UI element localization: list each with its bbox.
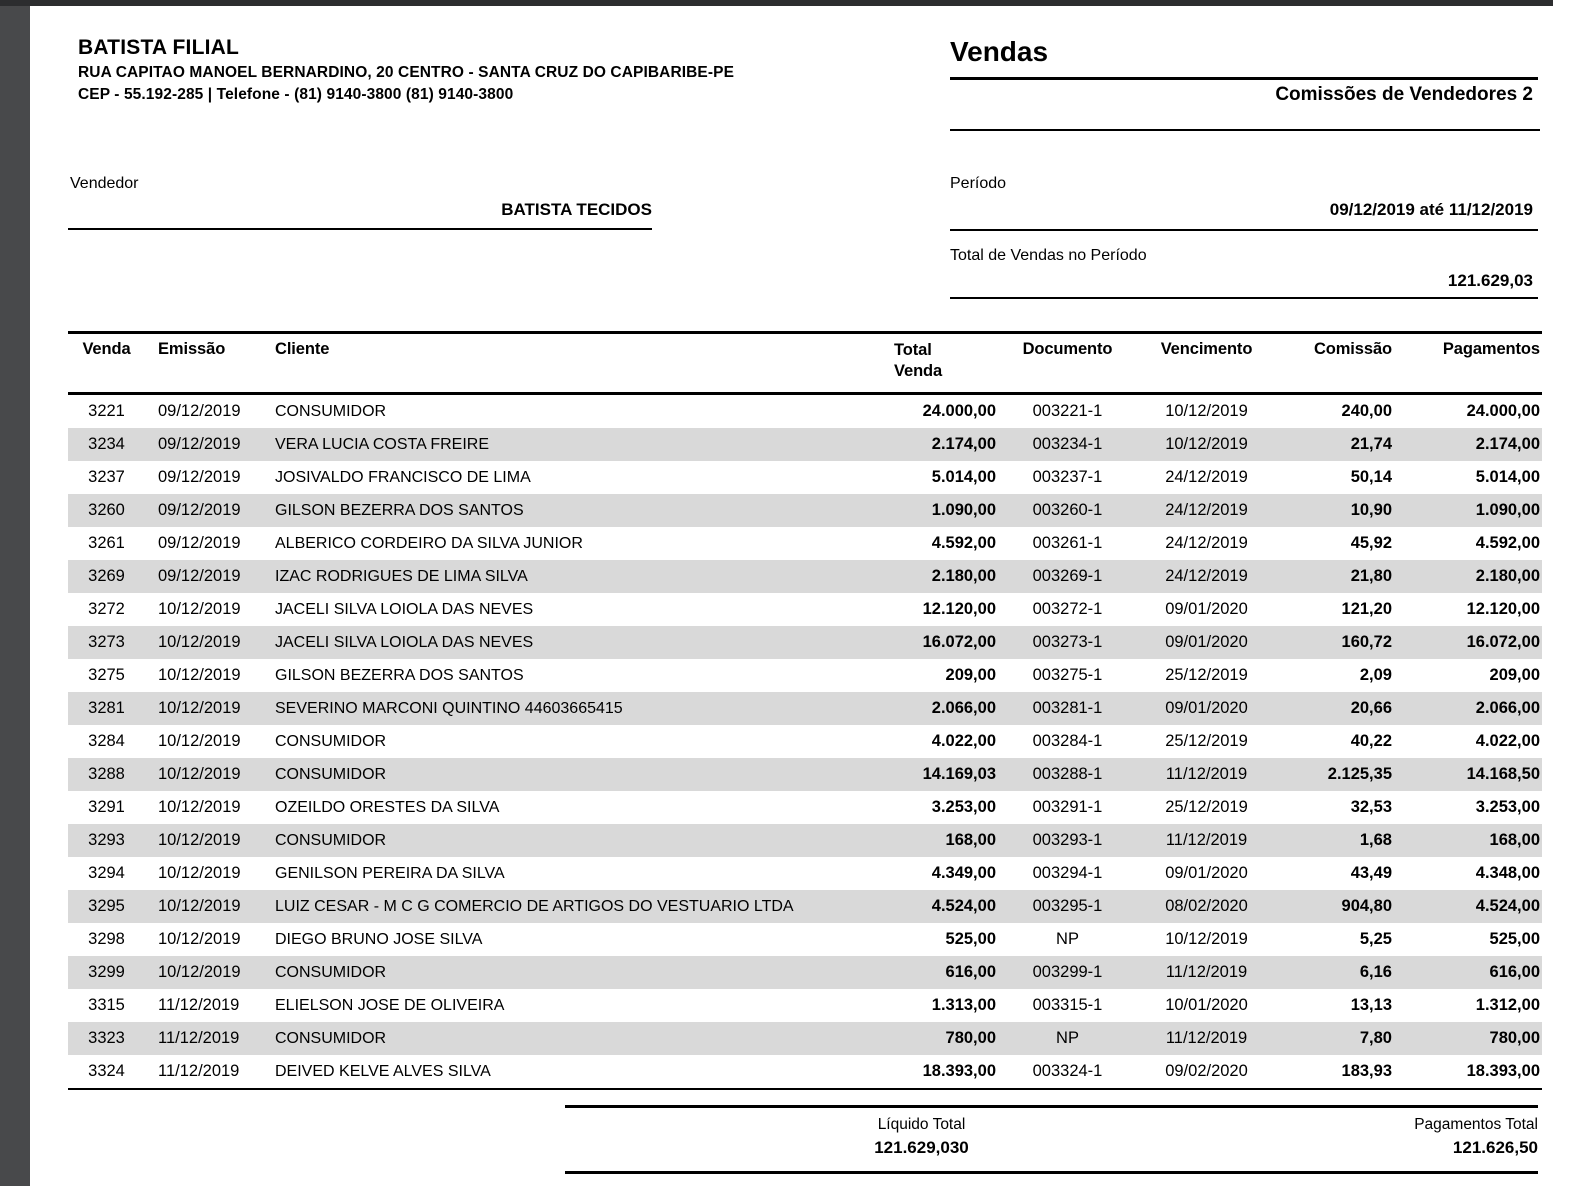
cell-pagamentos: 209,00: [1489, 666, 1540, 684]
cell-comissao: 50,14: [1350, 468, 1392, 486]
cell-venda: 3273: [88, 633, 125, 651]
cell-venda: 3237: [88, 468, 125, 486]
cell-venda: 3299: [88, 963, 125, 981]
cell-vencimento: 24/12/2019: [1165, 567, 1248, 585]
cell-vencimento: 10/12/2019: [1165, 402, 1248, 420]
cell-total-venda: 209,00: [945, 666, 996, 684]
cell-cliente: JOSIVALDO FRANCISCO DE LIMA: [275, 469, 531, 486]
cell-emissao: 11/12/2019: [158, 996, 240, 1014]
cell-vencimento: 24/12/2019: [1165, 534, 1248, 552]
cell-documento: 003284-1: [1032, 732, 1103, 750]
header-cliente: Cliente: [262, 333, 860, 394]
cell-emissao: 10/12/2019: [158, 600, 241, 618]
liquido-total-value: 121.629,030: [874, 1138, 969, 1157]
cell-emissao: 10/12/2019: [158, 963, 241, 981]
total-vendas-label: Total de Vendas no Período: [950, 247, 1147, 264]
cell-venda: 3281: [88, 699, 125, 717]
cell-vencimento: 24/12/2019: [1165, 501, 1248, 519]
cell-documento: NP: [1056, 1029, 1079, 1047]
cell-total-venda: 12.120,00: [922, 600, 996, 618]
report-title: Vendas: [950, 36, 1049, 67]
cell-documento: 003273-1: [1032, 633, 1103, 651]
cell-comissao: 45,92: [1350, 534, 1392, 552]
cell-pagamentos: 525,00: [1489, 930, 1540, 948]
report-subtitle: Comissões de Vendedores 2: [1275, 84, 1533, 105]
cell-emissao: 09/12/2019: [158, 567, 241, 585]
cell-vencimento: 24/12/2019: [1165, 468, 1248, 486]
title-underline: [950, 77, 1538, 80]
cell-documento: 003295-1: [1032, 897, 1103, 915]
cell-comissao: 21,74: [1350, 435, 1392, 453]
cell-cliente: GILSON BEZERRA DOS SANTOS: [275, 502, 524, 519]
cell-documento: 003324-1: [1032, 1062, 1103, 1080]
cell-comissao: 240,00: [1341, 402, 1392, 420]
header-vencimento: Vencimento: [1135, 333, 1278, 394]
cell-comissao: 32,53: [1350, 798, 1392, 816]
cell-emissao: 10/12/2019: [158, 831, 241, 849]
cell-documento: 003288-1: [1032, 765, 1103, 783]
cell-cliente: GENILSON PEREIRA DA SILVA: [275, 865, 505, 882]
table-row: [68, 394, 1542, 429]
cell-pagamentos: 12.120,00: [1466, 600, 1540, 618]
periodo-label: Período: [950, 175, 1007, 192]
cell-emissao: 10/12/2019: [158, 798, 241, 816]
cell-pagamentos: 1.312,00: [1475, 996, 1540, 1014]
cell-total-venda: 18.393,00: [922, 1062, 996, 1080]
cell-cliente: OZEILDO ORESTES DA SILVA: [275, 799, 500, 816]
cell-vencimento: 25/12/2019: [1165, 732, 1248, 750]
cell-pagamentos: 5.014,00: [1475, 468, 1540, 486]
cell-documento: 003294-1: [1032, 864, 1103, 882]
cell-cliente: ALBERICO CORDEIRO DA SILVA JUNIOR: [275, 535, 583, 552]
subtitle-underline: [950, 129, 1540, 131]
cell-emissao: 10/12/2019: [158, 897, 241, 915]
table-row: [68, 956, 1542, 989]
cell-cliente: DIEGO BRUNO JOSE SILVA: [275, 931, 483, 948]
header-total-line1: Total: [894, 341, 932, 359]
cell-comissao: 6,16: [1359, 963, 1392, 981]
periodo-underline: [950, 229, 1538, 231]
cell-total-venda: 168,00: [945, 831, 996, 849]
cell-documento: 003293-1: [1032, 831, 1103, 849]
cell-emissao: 09/12/2019: [158, 501, 241, 519]
cell-comissao: 40,22: [1350, 732, 1392, 750]
company-header: [78, 36, 938, 104]
cell-vencimento: 11/12/2019: [1165, 1029, 1248, 1047]
cell-total-venda: 2.180,00: [931, 567, 996, 585]
cell-comissao: 21,80: [1350, 567, 1392, 585]
cell-cliente: CONSUMIDOR: [275, 403, 387, 420]
cell-vencimento: 11/12/2019: [1165, 963, 1248, 981]
cell-cliente: GILSON BEZERRA DOS SANTOS: [275, 667, 524, 684]
cell-vencimento: 10/12/2019: [1165, 435, 1248, 453]
cell-emissao: 10/12/2019: [158, 633, 241, 651]
cell-vencimento: 09/01/2020: [1165, 864, 1248, 882]
table-row: [68, 824, 1542, 857]
cell-vencimento: 11/12/2019: [1165, 765, 1248, 783]
company-name: BATISTA FILIAL: [78, 36, 240, 59]
cell-venda: 3323: [88, 1029, 125, 1047]
cell-pagamentos: 2.066,00: [1475, 699, 1540, 717]
cell-venda: 3269: [88, 567, 125, 585]
cell-comissao: 904,80: [1341, 897, 1392, 915]
cell-comissao: 7,80: [1359, 1029, 1392, 1047]
cell-cliente: LUIZ CESAR - M C G COMERCIO DE ARTIGOS DO VESTUARIO LTDA: [275, 898, 794, 915]
table-row: [68, 890, 1542, 923]
cell-emissao: 09/12/2019: [158, 402, 241, 420]
cell-total-venda: 3.253,00: [931, 798, 996, 816]
cell-emissao: 10/12/2019: [158, 864, 241, 882]
cell-pagamentos: 4.348,00: [1475, 864, 1540, 882]
cell-cliente: SEVERINO MARCONI QUINTINO 44603665415: [275, 700, 623, 717]
table-row: [68, 725, 1542, 758]
cell-venda: 3284: [88, 732, 125, 750]
table-row: [68, 791, 1542, 824]
cell-total-venda: 2.066,00: [931, 699, 996, 717]
periodo-value: 09/12/2019 até 11/12/2019: [1329, 200, 1533, 219]
cell-documento: 003281-1: [1032, 699, 1103, 717]
cell-comissao: 5,25: [1359, 930, 1392, 948]
cell-pagamentos: 16.072,00: [1466, 633, 1540, 651]
sales-table: [68, 331, 1542, 1090]
cell-emissao: 10/12/2019: [158, 765, 241, 783]
cell-vencimento: 09/01/2020: [1165, 699, 1248, 717]
cell-documento: 003237-1: [1032, 468, 1103, 486]
cell-cliente: IZAC RODRIGUES DE LIMA SILVA: [275, 568, 528, 585]
cell-comissao: 183,93: [1341, 1062, 1392, 1080]
cell-total-venda: 24.000,00: [922, 402, 996, 420]
cell-comissao: 160,72: [1341, 633, 1392, 651]
table-row: [68, 989, 1542, 1022]
sales-table-header: [68, 333, 1542, 394]
cell-venda: 3272: [88, 600, 125, 618]
table-row: [68, 1022, 1542, 1055]
cell-vencimento: 09/01/2020: [1165, 600, 1248, 618]
cell-vencimento: 08/02/2020: [1165, 897, 1248, 915]
cell-documento: 003299-1: [1032, 963, 1103, 981]
cell-venda: 3295: [88, 897, 125, 915]
table-row: [68, 857, 1542, 890]
cell-comissao: 13,13: [1350, 996, 1392, 1014]
cell-venda: 3261: [88, 534, 125, 552]
cell-total-venda: 1.313,00: [931, 996, 996, 1014]
cell-pagamentos: 1.090,00: [1475, 501, 1540, 519]
cell-comissao: 2.125,35: [1327, 765, 1392, 783]
cell-comissao: 10,90: [1350, 501, 1392, 519]
cell-pagamentos: 780,00: [1489, 1029, 1540, 1047]
cell-cliente: CONSUMIDOR: [275, 832, 387, 849]
cell-vencimento: 10/01/2020: [1165, 996, 1248, 1014]
cell-emissao: 11/12/2019: [158, 1062, 240, 1080]
cell-venda: 3221: [88, 402, 125, 420]
cell-pagamentos: 4.524,00: [1475, 897, 1540, 915]
cell-total-venda: 14.169,03: [922, 765, 996, 783]
cell-cliente: CONSUMIDOR: [275, 733, 387, 750]
cell-documento: 003275-1: [1032, 666, 1103, 684]
cell-venda: 3294: [88, 864, 125, 882]
table-row: [68, 593, 1542, 626]
cell-emissao: 09/12/2019: [158, 468, 241, 486]
cell-total-venda: 2.174,00: [931, 435, 996, 453]
cell-emissao: 10/12/2019: [158, 699, 241, 717]
cell-comissao: 121,20: [1341, 600, 1392, 618]
header-pagamentos: Pagamentos: [1395, 333, 1542, 394]
cell-venda: 3234: [88, 435, 125, 453]
cell-venda: 3275: [88, 666, 125, 684]
cell-pagamentos: 24.000,00: [1466, 402, 1540, 420]
cell-emissao: 09/12/2019: [158, 534, 241, 552]
cell-comissao: 20,66: [1350, 699, 1392, 717]
cell-comissao: 43,49: [1350, 864, 1392, 882]
cell-venda: 3291: [88, 798, 125, 816]
vendedor-underline: [68, 228, 652, 230]
cell-cliente: JACELI SILVA LOIOLA DAS NEVES: [275, 634, 534, 651]
cell-cliente: DEIVED KELVE ALVES SILVA: [275, 1063, 491, 1080]
cell-emissao: 09/12/2019: [158, 435, 241, 453]
table-row: [68, 527, 1542, 560]
table-row: [68, 1055, 1542, 1089]
viewer-top-edge: [0, 0, 1553, 6]
cell-comissao: 1,68: [1359, 831, 1392, 849]
cell-total-venda: 4.349,00: [931, 864, 996, 882]
totals-footer: [565, 1105, 1538, 1174]
header-total-venda: [860, 333, 1000, 394]
cell-emissao: 10/12/2019: [158, 666, 241, 684]
cell-vencimento: 09/02/2020: [1165, 1062, 1248, 1080]
cell-emissao: 10/12/2019: [158, 930, 241, 948]
cell-documento: 003269-1: [1032, 567, 1103, 585]
header-venda: Venda: [68, 333, 145, 394]
header-total-line2: Venda: [894, 362, 943, 380]
cell-vencimento: 09/01/2020: [1165, 633, 1248, 651]
cell-total-venda: 4.592,00: [931, 534, 996, 552]
cell-pagamentos: 168,00: [1489, 831, 1540, 849]
cell-emissao: 10/12/2019: [158, 732, 241, 750]
cell-total-venda: 780,00: [945, 1029, 996, 1047]
cell-comissao: 2,09: [1359, 666, 1392, 684]
cell-venda: 3315: [88, 996, 125, 1014]
cell-cliente: ELIELSON JOSE DE OLIVEIRA: [275, 997, 505, 1014]
cell-documento: 003221-1: [1032, 402, 1103, 420]
cell-venda: 3298: [88, 930, 125, 948]
cell-venda: 3293: [88, 831, 125, 849]
cell-total-venda: 16.072,00: [922, 633, 996, 651]
total-vendas-underline: [950, 297, 1538, 299]
vendedor-label: Vendedor: [70, 175, 139, 192]
liquido-total-label: Líquido Total: [877, 1116, 966, 1133]
company-contact: CEP - 55.192-285 | Telefone - (81) 9140-3800 (81) 9140-3800: [78, 86, 514, 103]
cell-cliente: VERA LUCIA COSTA FREIRE: [275, 436, 489, 453]
table-row: [68, 560, 1542, 593]
cell-documento: 003234-1: [1032, 435, 1103, 453]
table-row: [68, 659, 1542, 692]
cell-total-venda: 1.090,00: [931, 501, 996, 519]
cell-total-venda: 525,00: [945, 930, 996, 948]
cell-pagamentos: 3.253,00: [1475, 798, 1540, 816]
sales-table-body: [68, 394, 1542, 1090]
cell-cliente: CONSUMIDOR: [275, 1030, 387, 1047]
cell-venda: 3324: [88, 1062, 125, 1080]
table-row: [68, 461, 1542, 494]
table-row: [68, 494, 1542, 527]
cell-total-venda: 4.022,00: [931, 732, 996, 750]
cell-total-venda: 4.524,00: [931, 897, 996, 915]
cell-total-venda: 5.014,00: [931, 468, 996, 486]
cell-documento: 003261-1: [1032, 534, 1103, 552]
cell-vencimento: 25/12/2019: [1165, 798, 1248, 816]
cell-cliente: CONSUMIDOR: [275, 766, 387, 783]
cell-documento: NP: [1056, 930, 1079, 948]
vendedor-value: BATISTA TECIDOS: [501, 200, 652, 219]
cell-pagamentos: 2.174,00: [1475, 435, 1540, 453]
viewer-left-edge: [0, 0, 30, 1186]
cell-pagamentos: 616,00: [1489, 963, 1540, 981]
table-row: [68, 626, 1542, 659]
pagamentos-total-block: [1278, 1114, 1538, 1159]
cell-total-venda: 616,00: [945, 963, 996, 981]
cell-documento: 003260-1: [1032, 501, 1103, 519]
header-comissao: Comissão: [1278, 333, 1395, 394]
cell-documento: 003291-1: [1032, 798, 1103, 816]
table-row: [68, 692, 1542, 725]
cell-venda: 3260: [88, 501, 125, 519]
liquido-total-block: [565, 1114, 1278, 1159]
cell-vencimento: 10/12/2019: [1165, 930, 1248, 948]
table-row: [68, 428, 1542, 461]
header-emissao: Emissão: [145, 333, 262, 394]
cell-documento: 003315-1: [1032, 996, 1103, 1014]
pagamentos-total-value: 121.626,50: [1452, 1138, 1538, 1157]
cell-pagamentos: 4.022,00: [1475, 732, 1540, 750]
header-documento: Documento: [1000, 333, 1135, 394]
cell-venda: 3288: [88, 765, 125, 783]
cell-vencimento: 25/12/2019: [1165, 666, 1248, 684]
table-row: [68, 758, 1542, 791]
cell-vencimento: 11/12/2019: [1165, 831, 1248, 849]
cell-cliente: CONSUMIDOR: [275, 964, 387, 981]
cell-pagamentos: 2.180,00: [1475, 567, 1540, 585]
cell-pagamentos: 4.592,00: [1475, 534, 1540, 552]
cell-emissao: 11/12/2019: [158, 1029, 240, 1047]
cell-cliente: JACELI SILVA LOIOLA DAS NEVES: [275, 601, 534, 618]
cell-documento: 003272-1: [1032, 600, 1103, 618]
company-address: RUA CAPITAO MANOEL BERNARDINO, 20 CENTRO - SANTA CRUZ DO CAPIBARIBE-PE: [78, 64, 735, 81]
total-vendas-value: 121.629,03: [1447, 271, 1533, 290]
cell-pagamentos: 14.168,50: [1466, 765, 1540, 783]
table-row: [68, 923, 1542, 956]
cell-pagamentos: 18.393,00: [1466, 1062, 1540, 1080]
pagamentos-total-label: Pagamentos Total: [1414, 1116, 1538, 1133]
